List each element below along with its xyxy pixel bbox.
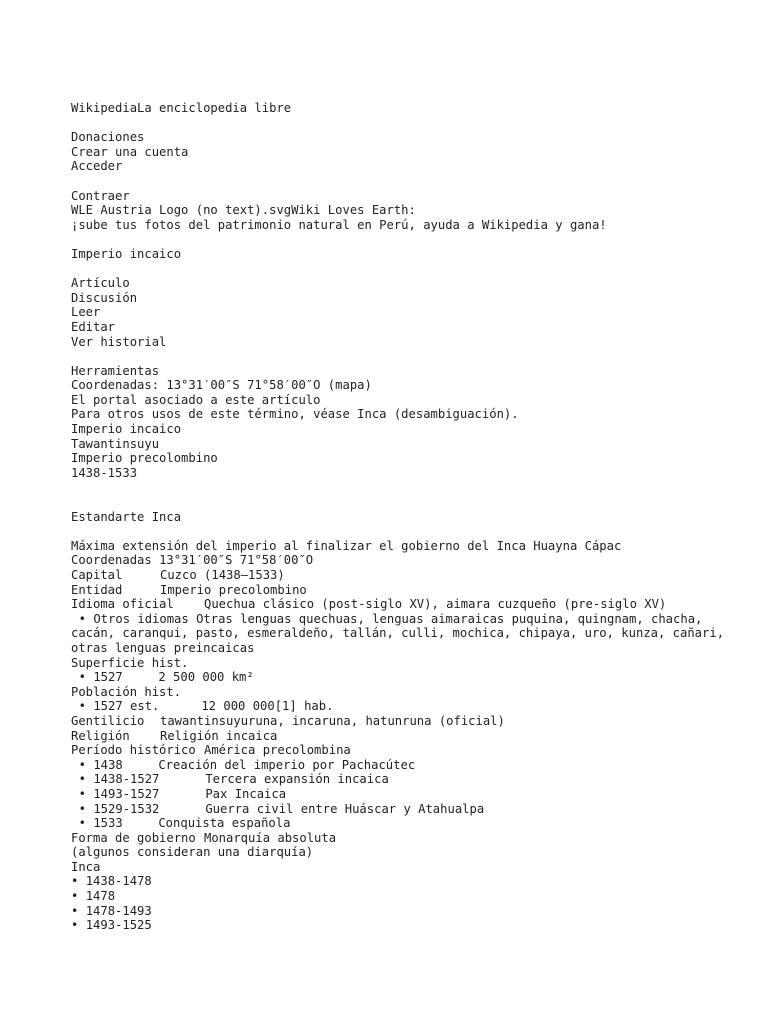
bullet: • (71, 874, 79, 889)
bullet: • (78, 772, 86, 787)
event-year: 1529-1532 (93, 801, 160, 816)
infobox-row-other-languages (71, 612, 751, 656)
tab-article[interactable]: Artículo (71, 276, 130, 291)
infobox-row-demonym (71, 714, 751, 729)
government-label: Forma de gobierno (71, 830, 196, 845)
government-note: (algunos consideran una diarquía) (71, 845, 314, 860)
bullet: • (78, 611, 86, 626)
infobox-row-entity (71, 583, 751, 598)
ruler-years: 1493-1525 (85, 918, 152, 933)
tab-discussion[interactable]: Discusión (71, 290, 138, 305)
banner-line-2[interactable]: ¡sube tus fotos del patrimonio natural en Perú, ayuda a Wikipedia y gana! (71, 217, 607, 232)
other-languages-label: Otros idiomas (93, 611, 189, 626)
infobox-row-capital (71, 568, 751, 583)
event-year: 1438 (93, 757, 123, 772)
event-year: 1438-1527 (93, 772, 160, 787)
population-label: Población hist. (71, 684, 182, 699)
infobox-type: Imperio precolombino (71, 451, 218, 466)
event-row (71, 816, 751, 831)
infobox-row-population (71, 699, 751, 714)
ruler-row (71, 889, 751, 904)
bullet: • (78, 816, 86, 831)
bullet: • (78, 801, 86, 816)
tab-read[interactable]: Leer (71, 305, 101, 320)
bullet: • (78, 757, 86, 772)
page-title: Imperio incaico (71, 246, 182, 261)
collapse-banner-link[interactable]: Contraer (71, 188, 130, 203)
portal-link[interactable]: El portal asociado a este artículo (71, 392, 321, 407)
bullet: • (71, 903, 79, 918)
event-row (71, 758, 751, 773)
event-row (71, 787, 751, 802)
flag-caption: Estandarte Inca (71, 509, 182, 524)
wikipedia-logo-text[interactable]: WikipediaLa enciclopedia libre (71, 101, 292, 115)
other-languages-value[interactable]: Otras lenguas quechuas, lenguas aimaraicas puquina, quingnam, chacha, cacán, caranqui, pasto, esmeraldeño, tallán, culli, mochica, chipaya, uro, kunza, cañari, otras lenguas preincaicas (71, 611, 725, 655)
ruler-row (71, 918, 751, 933)
ruler-years: 1438-1478 (85, 874, 152, 889)
period-value[interactable]: América precolombina (204, 743, 351, 758)
ruler-years: 1478 (85, 889, 116, 904)
event-year: 1533 (93, 816, 123, 831)
infobox-native-name: Tawantinsuyu (71, 436, 160, 451)
entity-value[interactable]: Imperio precolombino (160, 582, 307, 597)
event-text[interactable]: Guerra civil entre Huáscar y Atahualpa (205, 801, 485, 816)
coords-label: Coordenadas (71, 553, 152, 568)
create-account-link[interactable]: Crear una cuenta (71, 144, 189, 159)
bullet: • (71, 918, 79, 933)
bullet: • (78, 786, 86, 801)
login-link[interactable]: Acceder (71, 159, 123, 174)
capital-value[interactable]: Cuzco (1438–1533) (160, 568, 285, 582)
infobox-row-area (71, 670, 751, 685)
language-value[interactable]: Quechua clásico (post-siglo XV), aimara cuzqueño (pre-siglo XV) (204, 597, 667, 612)
infobox-years: 1438-1533 (71, 465, 138, 480)
tab-edit[interactable]: Editar (71, 319, 116, 334)
map-caption: Máxima extensión del imperio al finalizar el gobierno del Inca Huayna Cápac (71, 538, 622, 553)
coords-value[interactable]: 13°31′00″S 71°58′00″O (159, 553, 314, 568)
coordinates-line[interactable]: Coordenadas: 13°31′00″S 71°58′00″O (mapa) (71, 378, 372, 393)
area-value: 2 500 000 km² (158, 670, 254, 685)
hatnote[interactable]: Para otros usos de este término, véase Inca (desambiguación). (71, 407, 519, 422)
ruler-row (71, 904, 751, 919)
bullet: • (78, 670, 86, 685)
event-row (71, 802, 751, 817)
ruler-row (71, 874, 751, 889)
demonym-label: Gentilicio (71, 713, 145, 728)
government-value[interactable]: Monarquía absoluta (204, 830, 337, 845)
infobox-row-government (71, 831, 751, 846)
language-label: Idioma oficial (71, 597, 174, 612)
bullet: • (78, 699, 86, 714)
tools-menu[interactable]: Herramientas (71, 363, 160, 378)
donate-link[interactable]: Donaciones (71, 130, 145, 145)
event-text[interactable]: Creación del imperio por Pachacútec (158, 757, 416, 772)
infobox-row-period (71, 743, 751, 758)
event-text[interactable]: Tercera expansión incaica (205, 772, 389, 787)
demonym-value: tawantinsuyuruna, incaruna, hatunruna (oficial) (160, 713, 505, 728)
ruler-label[interactable]: Inca (71, 859, 101, 874)
infobox-row-coords (71, 553, 751, 568)
religion-label: Religión (71, 728, 130, 743)
period-label: Período histórico (71, 743, 196, 758)
area-year: 1527 (93, 670, 123, 685)
event-text[interactable]: Conquista española (158, 816, 291, 831)
population-year: 1527 est. (93, 699, 160, 714)
infobox-row-religion (71, 729, 751, 744)
area-label: Superficie hist. (71, 655, 189, 670)
bullet: • (71, 889, 79, 904)
banner-line-1[interactable]: WLE Austria Logo (no text).svgWiki Loves Earth: (71, 203, 416, 218)
religion-value[interactable]: Religión incaica (160, 728, 278, 743)
ruler-years: 1478-1493 (85, 903, 152, 918)
population-value[interactable]: 12 000 000[1] hab. (201, 699, 334, 714)
tab-history[interactable]: Ver historial (71, 334, 167, 349)
event-row (71, 772, 751, 787)
capital-label: Capital (71, 568, 123, 582)
event-year: 1493-1527 (93, 786, 160, 801)
article-text (71, 101, 751, 933)
event-text[interactable]: Pax Incaica (205, 786, 287, 801)
infobox-row-language (71, 597, 751, 612)
infobox-name: Imperio incaico (71, 422, 182, 437)
entity-label: Entidad (71, 582, 123, 597)
